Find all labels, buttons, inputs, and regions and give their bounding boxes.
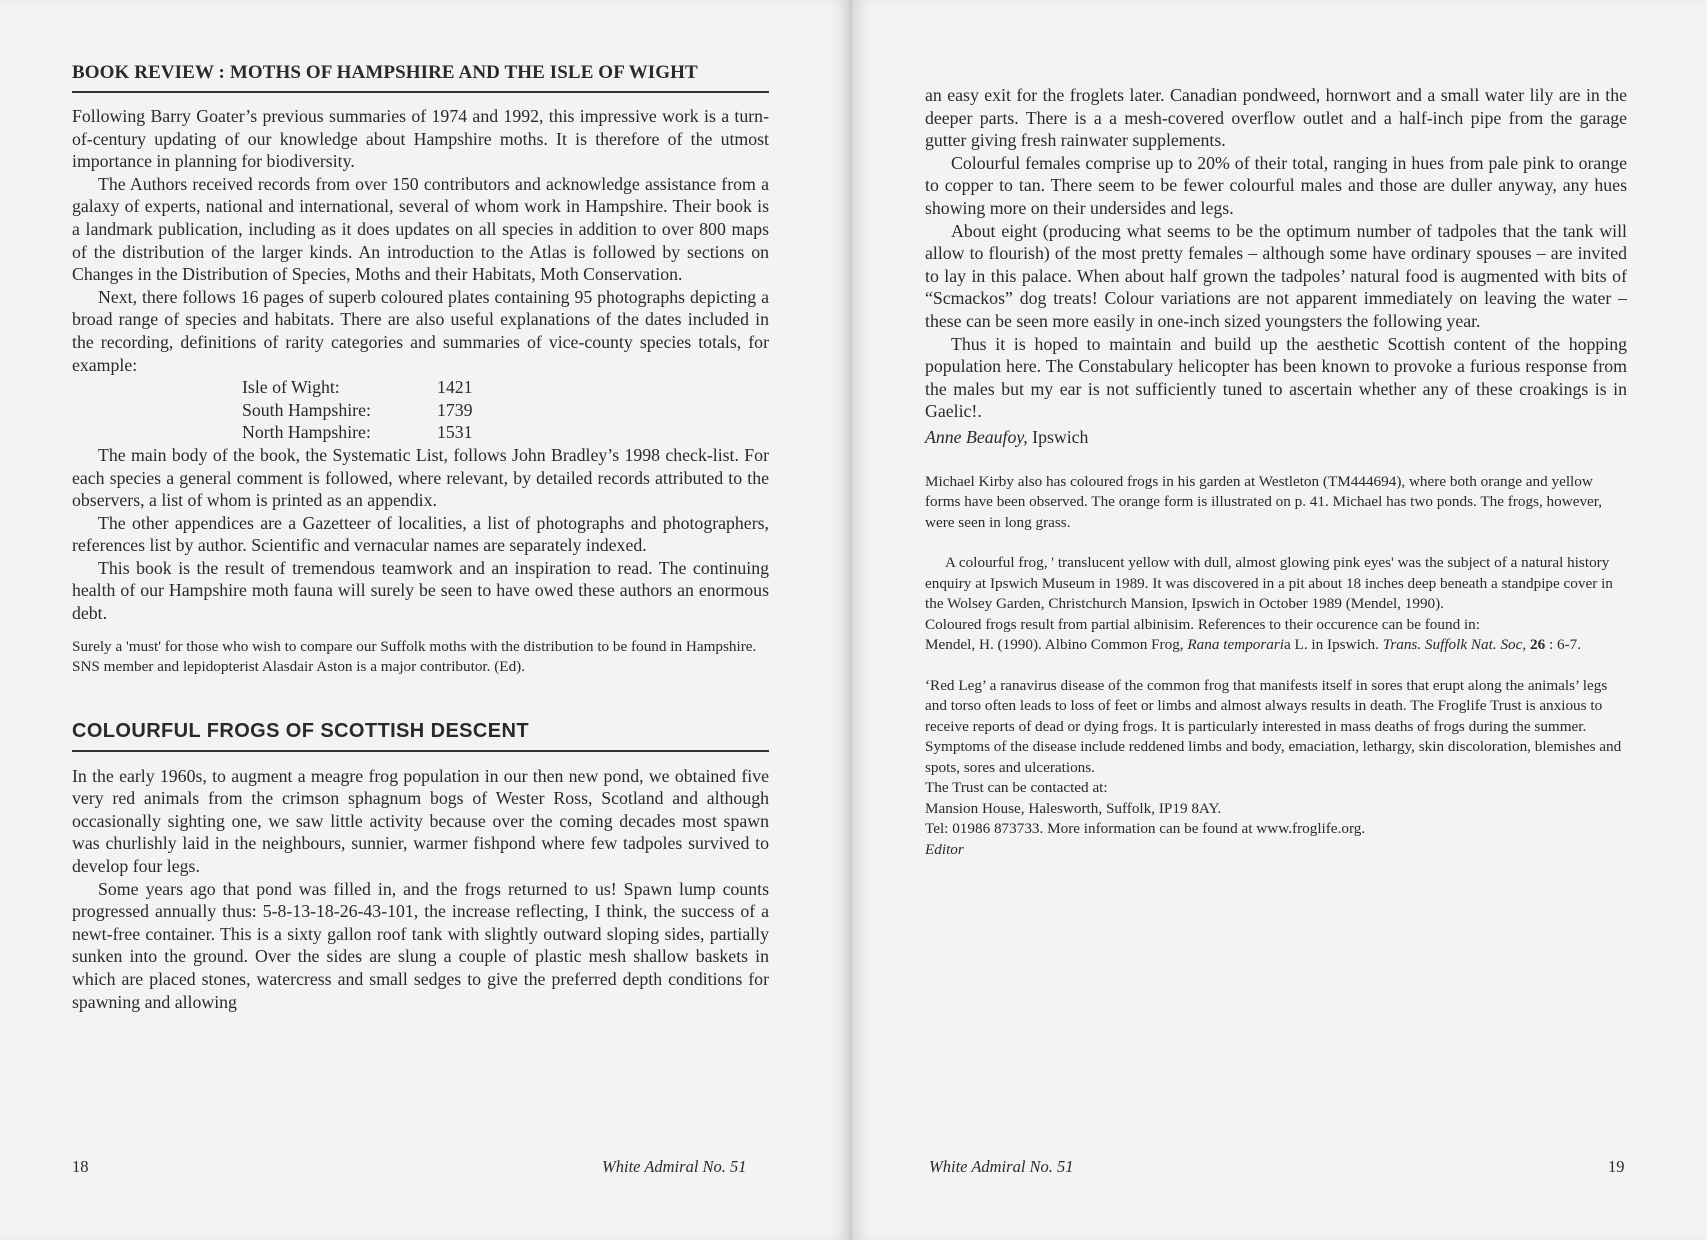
review-paragraph: Following Barry Goater’s previous summaries of 1974 and 1992, this impressive work is a turn-of-century updating of our knowledge about Hampshire moths. It is therefore of the utmost importance in planning for biodiversity. — [72, 106, 769, 172]
editor-signature: Editor — [925, 840, 964, 858]
species-totals — [72, 376, 769, 444]
reference-pages: : 6-7. — [1545, 636, 1582, 653]
contact-address: Mansion House, Halesworth, Suffolk, IP19 8AY. — [925, 799, 1222, 817]
reference-species: Rana temporari — [1187, 636, 1285, 653]
frogs-continued-paragraph: an easy exit for the froglets later. Canadian pondweed, hornwort and a small water lily are in the deeper parts. There is a a mesh-covered overflow outlet and a half-inch pipe from the garage gutter giving fresh rainwater supplements. — [925, 85, 1627, 151]
running-footer-left: White Admiral No. 51 — [602, 1157, 747, 1176]
review-paragraph: The Authors received records from over 150 contributors and acknowledge assistance from a galaxy of experts, national and international, several of whom work in Hampshire. Their book is a landmark publication, including as it does updates on all species in addition to over 800 maps of the distribution of the larger kinds. An introduction to the Atlas is followed by sections on Changes in the Distribution of Species, Moths and their Habitats, Moth Conservation. — [72, 173, 769, 285]
author-place: Ipswich — [1027, 426, 1089, 447]
frogs-paragraph: In the early 1960s, to augment a meagre frog population in our then new pond, we obtained five very red animals from the crimson sphagnum bogs of Wester Ross, Scotland and although occasionally sighting one, we saw little activity because over the coming decades most spawn was churlishly laid in the neighbours, sunnier, warmer fishpond where few tadpoles survived to develop four legs. — [72, 765, 769, 877]
frogs-heading: COLOURFUL FROGS OF SCOTTISH DESCENT — [72, 720, 769, 752]
author-signature — [925, 426, 1627, 449]
right-column — [925, 84, 1627, 860]
species-total-value: 1421 — [437, 377, 473, 398]
contact-intro: The Trust can be contacted at: — [925, 779, 1108, 796]
species-total-label: North Hampshire: — [242, 422, 371, 443]
kirby-note: Michael Kirby also has coloured frogs in his garden at Westleton (TM444694), where both orange and yellow forms have been observed. The orange form is illustrated on p. 41. Michael has two ponds. The frogs, however, were seen in long grass. — [925, 472, 1603, 531]
reference-citation — [925, 635, 1627, 656]
albinism-note: Coloured frogs result from partial albinisim. References to their occurence can be found in: — [925, 615, 1480, 633]
right-page — [852, 0, 1707, 1240]
review-paragraph: The other appendices are a Gazetteer of localities, a list of photographs and photographers, references list by author. Scientific and vernacular names are separately indexed. — [72, 512, 769, 556]
frogs-continued-paragraph: Colourful females comprise up to 20% of their total, ranging in hues from pale pink to orange to copper to tan. There seem to be fewer colourful males and those are duller anyway, any hues showing more on their undersides and legs. — [925, 152, 1627, 218]
contact-telephone: Tel: 01986 873733. More information can be found at www.froglife.org. — [925, 820, 1366, 837]
species-total-row — [242, 376, 769, 399]
review-paragraph: The main body of the book, the Systematic List, follows John Bradley’s 1998 check-list. For each species a general comment is followed, where relevant, by detailed records attributed to the observers, a list of whom is printed as an appendix. — [72, 444, 769, 511]
species-total-label: Isle of Wight: — [242, 377, 340, 398]
book-review-heading: BOOK REVIEW : MOTHS OF HAMPSHIRE AND THE ISLE OF WIGHT — [72, 62, 769, 93]
reference-author: Mendel, H. (1990). Albino Common Frog, — [925, 636, 1188, 653]
species-total-row — [242, 421, 769, 444]
frogs-paragraph: Some years ago that pond was filled in, and the frogs returned to us! Spawn lump counts progressed annually thus: 5-8-13-18-26-43-101, the increase reflecting, I think, the success of a newt-free container. This is a sixty gallon roof tank with slightly outward sloping sides, partially sunken into the ground. Over the sides are slung a couple of plastic mesh shallow baskets in which are placed stones, watercress and small sedges to give the preferred depth conditions for spawning and allowing — [72, 878, 769, 1012]
redleg-note: ‘Red Leg’ a ranavirus disease of the common frog that manifests itself in sores that erupt along the animals’ legs and torso often leads to loss of feet or limbs and almost always results in death. The Froglife Trust is anxious to receive reports of dead or dying frogs. It is particularly interested in mass deaths of frogs during the summer. Symptoms of the disease include reddened limbs and body, emaciation, lethargy, skin discoloration, blemishes and spots, sores and ulcerations. — [925, 676, 1622, 776]
page-number-left: 18 — [72, 1157, 89, 1176]
editor-note: Surely a 'must' for those who wish to compare our Suffolk moths with the distribution to be found in Hampshire. SNS member and lepidopterist Alasdair Aston is a major contributor. (Ed). — [72, 637, 757, 676]
left-page — [0, 0, 850, 1240]
species-total-value: 1739 — [437, 399, 473, 420]
review-paragraph: Next, there follows 16 pages of superb coloured plates containing 95 photographs depicting a broad range of species and habitats. There are also useful explanations of the dates included in the recording, definitions of rarity categories and summaries of vice-county species totals, for example: — [72, 286, 769, 375]
species-total-value: 1531 — [437, 422, 473, 443]
review-paragraph: This book is the result of tremendous teamwork and an inspiration to read. The continuing health of our Hampshire moth fauna will surely be seen to have owed these authors an enormous debt. — [72, 557, 769, 624]
reference-volume: 26 — [1526, 636, 1546, 653]
frogs-continued-paragraph: About eight (producing what seems to be the optimum number of tadpoles that the tank will allow to flourish) of the most pretty females – although some have ordinary spouses – are invited to lay in this palace. When about half grown the tadpoles’ natural food is augmented with bits of “Scmackos” dog treats! Colour variations are not apparent immediately on leaving the water – these can be seen more easily in one-inch sized youngsters the following year. — [925, 220, 1627, 331]
running-footer-right: White Admiral No. 51 — [929, 1157, 1074, 1176]
reference-journal: Trans. Suffolk Nat. Soc, — [1382, 636, 1527, 653]
left-column — [72, 62, 769, 1013]
species-total-row — [242, 399, 769, 422]
page-number-right: 19 — [1608, 1157, 1625, 1176]
author-name: Anne Beaufoy, — [925, 426, 1028, 447]
species-total-label: South Hampshire: — [242, 399, 371, 420]
frogs-continued-paragraph: Thus it is hoped to maintain and build up the aesthetic Scottish content of the hopping population here. The Constabulary helicopter has been known to provoke a furious response from the males but my ear is not sufficiently tuned to ascertain whether any of these croakings is in Gaelic!. — [925, 333, 1627, 422]
reference-title: a L. in Ipswich. — [1284, 636, 1383, 653]
museum-note: A colourful frog, ' translucent yellow with dull, almost glowing pink eyes' was the subject of a natural history enquiry at Ipswich Museum in 1989. It was discovered in a pit about 18 inches deep beneath a standpipe cover in the Wolsey Garden, Christchurch Mansion, Ipswich in October 1989 (Mendel, 1990). — [925, 554, 1613, 612]
